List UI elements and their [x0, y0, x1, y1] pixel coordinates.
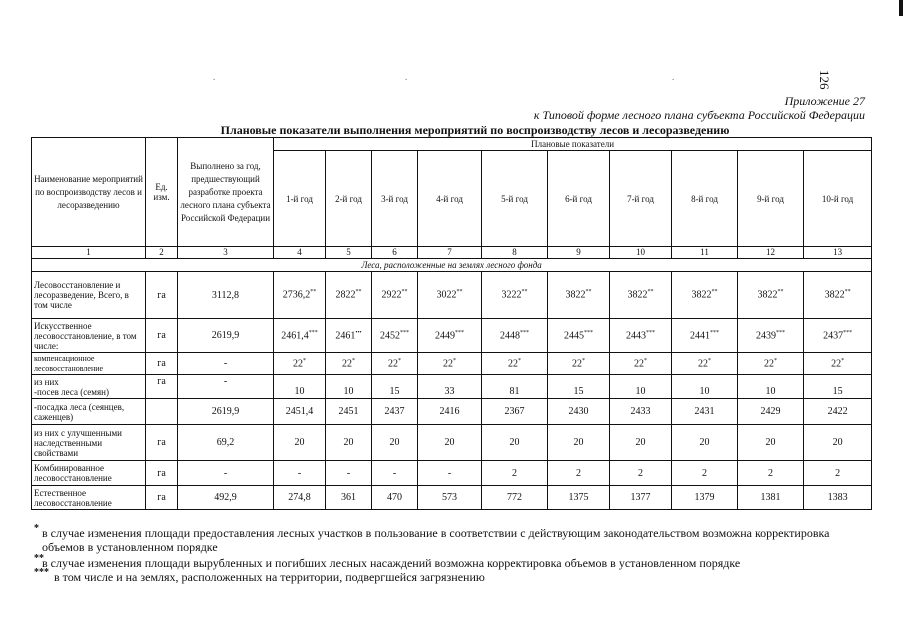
column-number: 1: [32, 247, 146, 259]
year-value-cell: [804, 375, 872, 399]
year-value: 15: [832, 385, 843, 397]
year-value: 3822: [757, 289, 778, 301]
year-value: 2451,4: [285, 406, 314, 417]
year-value: 2461,4: [281, 330, 309, 342]
year-value-cell: [610, 375, 672, 399]
header-year: 1-й год: [274, 151, 326, 247]
year-value-cell: [326, 486, 372, 510]
row-done-value: -: [223, 375, 228, 387]
footnote-mark: *: [34, 523, 39, 534]
year-value: 20: [389, 437, 400, 448]
year-value: 2: [835, 467, 841, 479]
year-value-cell: [548, 425, 610, 461]
column-number: 12: [738, 247, 804, 259]
year-value: 3822: [691, 289, 712, 301]
year-value: 15: [389, 385, 400, 397]
column-number: 5: [326, 247, 372, 259]
year-value: 10: [765, 385, 776, 397]
year-value-cell: [482, 399, 548, 425]
year-value: 2: [768, 467, 773, 479]
year-value: 22: [764, 358, 774, 370]
footnote-ref: •••: [355, 329, 362, 336]
year-value: 2416: [439, 406, 460, 417]
page-number: 126: [817, 70, 832, 90]
footnote-ref: **: [647, 289, 654, 296]
header-year: 4-й год: [418, 151, 482, 247]
footnote: [34, 553, 840, 570]
year-value: 81: [509, 385, 520, 397]
year-value: 22: [698, 358, 708, 370]
year-value-cell: [274, 425, 326, 461]
year-value: 2452: [380, 330, 400, 342]
year-value: 2822: [335, 289, 356, 301]
year-value: 2439: [756, 330, 776, 342]
row-name-line: из них: [34, 376, 59, 387]
footnote-ref: ***: [710, 329, 719, 336]
year-value-cell: [418, 375, 482, 399]
row-unit: га: [146, 319, 178, 353]
year-value: 10: [294, 385, 305, 397]
year-value: 2430: [568, 406, 589, 417]
footnote: [34, 567, 840, 584]
year-value-cell: [482, 319, 548, 353]
year-value: 1383: [827, 492, 848, 503]
year-value: 1381: [760, 492, 781, 503]
year-value-cell: [804, 319, 872, 353]
year-value-cell: [326, 425, 372, 461]
year-value-cell: [672, 425, 738, 461]
year-value: 2445: [564, 330, 584, 342]
year-value-cell: [738, 272, 804, 319]
row-name: компенсационное лесовосстановление: [32, 353, 146, 375]
year-value-cell: [274, 272, 326, 319]
year-value: 3822: [627, 289, 648, 301]
row-done: -: [178, 461, 274, 486]
header-year: 5-й год: [482, 151, 548, 247]
year-value: 20: [765, 437, 776, 448]
column-number: 10: [610, 247, 672, 259]
year-value-cell: [326, 272, 372, 319]
header-name: Наименование мероприятий по воспроизводству лесов и лесоразведению: [32, 138, 146, 247]
year-value-cell: [274, 319, 326, 353]
year-value: -: [346, 467, 351, 479]
row-done: 492,9: [178, 486, 274, 510]
footnote-ref: **: [456, 289, 463, 296]
scan-dot: .: [213, 72, 216, 82]
row-unit: га: [146, 486, 178, 510]
row-name: Естественное лесовосстановление: [32, 486, 146, 510]
year-value-cell: [372, 272, 418, 319]
footnote-ref: *: [398, 357, 401, 364]
year-value-cell: [672, 461, 738, 486]
footnote-ref: **: [585, 289, 592, 296]
footnote-ref: ***: [308, 329, 318, 336]
footnote-ref: **: [401, 289, 408, 296]
footnote-ref: **: [521, 289, 528, 296]
footnote-ref: *: [303, 357, 306, 364]
year-value: 3022: [436, 289, 457, 301]
year-value-cell: [548, 319, 610, 353]
year-value-cell: [274, 399, 326, 425]
year-value: 2922: [381, 289, 402, 301]
year-value: 2437: [384, 406, 405, 417]
year-value-cell: [274, 461, 326, 486]
row-done: 69,2: [178, 425, 274, 461]
column-number: 8: [482, 247, 548, 259]
footnote-ref: **: [777, 289, 784, 296]
year-value-cell: [804, 425, 872, 461]
scan-dot: .: [405, 72, 408, 82]
footnote: [34, 523, 840, 554]
year-value: 22: [508, 358, 518, 370]
year-value: 20: [509, 437, 520, 448]
year-value: 2449: [435, 330, 455, 342]
year-value-cell: [372, 399, 418, 425]
year-value-cell: [482, 425, 548, 461]
year-value-cell: [418, 425, 482, 461]
table-row: [32, 353, 872, 375]
header-year: 6-й год: [548, 151, 610, 247]
footnote-ref: *: [708, 357, 711, 364]
year-value: 2443: [626, 330, 646, 342]
year-value: 2: [512, 467, 517, 479]
year-value-cell: [672, 486, 738, 510]
year-value-cell: [372, 375, 418, 399]
year-value: 361: [341, 492, 356, 503]
year-value: 22: [634, 358, 644, 370]
footnote-ref: ***: [843, 329, 853, 336]
year-value-cell: [548, 353, 610, 375]
year-value: 22: [572, 358, 582, 370]
year-value: 1375: [568, 492, 589, 503]
year-value-cell: [482, 353, 548, 375]
year-value-cell: [326, 375, 372, 399]
footnote-text: в том числе и на землях, расположенных на территории, подвергшейся загрязнению: [54, 570, 485, 584]
year-value-cell: [672, 319, 738, 353]
row-name: Лесовосстановление и лесоразведение, Всего, в том числе: [32, 272, 146, 319]
year-value: 20: [832, 437, 843, 448]
footnote-mark: ***: [34, 567, 49, 578]
year-value-cell: [326, 461, 372, 486]
header-plan: Плановые показатели: [274, 138, 872, 151]
year-value-cell: [738, 319, 804, 353]
year-value-cell: [418, 486, 482, 510]
footnote-ref: ***: [646, 329, 655, 336]
year-value: 1377: [630, 492, 651, 503]
footnote-ref: ***: [776, 329, 785, 336]
year-value: 2451: [338, 406, 359, 417]
column-number: 2: [146, 247, 178, 259]
year-value-cell: [274, 486, 326, 510]
appendix-caption: [534, 94, 865, 122]
year-value-cell: [672, 272, 738, 319]
year-value-cell: [326, 353, 372, 375]
footnote-ref: ***: [455, 329, 464, 336]
year-value-cell: [610, 319, 672, 353]
year-value-cell: [326, 319, 372, 353]
row-name-line: -посев леса (семян): [34, 386, 109, 397]
footnote-text: в случае изменения площади вырубленных и погибших лесных насаждений возможна корректировка объемов в установленном порядке: [42, 556, 741, 570]
year-value-cell: [372, 425, 418, 461]
footnote-ref: *: [841, 357, 845, 364]
year-value-cell: [548, 272, 610, 319]
year-value: 2736,2: [282, 289, 311, 301]
header-year: 3-й год: [372, 151, 418, 247]
year-value: 3822: [565, 289, 586, 301]
header-year: 2-й год: [326, 151, 372, 247]
year-value-cell: [418, 399, 482, 425]
footnote-ref: *: [352, 357, 355, 364]
year-value-cell: [804, 353, 872, 375]
row-unit: га: [146, 353, 178, 375]
year-value: 20: [294, 437, 305, 448]
column-number: 4: [274, 247, 326, 259]
year-value-cell: [482, 486, 548, 510]
year-value: 20: [343, 437, 354, 448]
footnote-ref: **: [355, 289, 362, 296]
row-done: [178, 375, 274, 399]
year-value: 10: [635, 385, 646, 397]
row-done: 3112,8: [178, 272, 274, 319]
year-value: 772: [507, 492, 522, 503]
table-row: [32, 375, 872, 399]
year-value: 2437: [823, 330, 844, 342]
year-value-cell: [372, 461, 418, 486]
row-name: Комбинированное лесовосстановление: [32, 461, 146, 486]
row-unit: га: [146, 425, 178, 461]
year-value-cell: [418, 319, 482, 353]
page-title: Плановые показатели выполнения мероприятий по воспроизводству лесов и лесоразведению: [220, 123, 730, 137]
year-value-cell: [372, 486, 418, 510]
table-row: [32, 272, 872, 319]
year-value: 2433: [630, 406, 651, 417]
year-value-cell: [610, 272, 672, 319]
footnote-ref: **: [310, 289, 317, 296]
year-value-cell: [548, 486, 610, 510]
column-number-row: [32, 247, 872, 259]
year-value-cell: [672, 399, 738, 425]
year-value-cell: [738, 425, 804, 461]
year-value: 20: [573, 437, 584, 448]
year-value: 22: [388, 358, 398, 370]
year-value-cell: [804, 399, 872, 425]
year-value: 274,8: [288, 492, 311, 503]
year-value: 20: [635, 437, 646, 448]
year-value-cell: [610, 486, 672, 510]
row-name: из них с улучшенными наследственными свойствами: [32, 425, 146, 461]
header-unit: Ед. изм.: [146, 138, 178, 247]
year-value: 20: [699, 437, 710, 448]
row-unit-value: га: [157, 375, 166, 387]
year-value: 20: [444, 437, 455, 448]
year-value: 22: [443, 358, 453, 370]
year-value-cell: [804, 486, 872, 510]
column-number: 7: [418, 247, 482, 259]
header-done: Выполнено за год, предшествующий разработке проекта лесного плана субъекта Российской Федерации: [178, 138, 274, 247]
appendix-line-2: к Типовой форме лесного плана субъекта Российской Федерации: [533, 108, 865, 122]
row-name: Искусственное лесовосстановление, в том числе:: [32, 319, 146, 353]
column-number: 6: [372, 247, 418, 259]
row-name: -посадка леса (сеянцев, саженцев): [32, 399, 146, 425]
year-value-cell: [418, 272, 482, 319]
page-edge-mark: [899, 0, 903, 16]
year-value-cell: [372, 319, 418, 353]
year-value-cell: [672, 375, 738, 399]
year-value: 33: [444, 385, 455, 397]
header-year: 10-й год: [804, 151, 872, 247]
table-header: [32, 138, 872, 259]
year-value-cell: [482, 461, 548, 486]
column-number: 13: [804, 247, 872, 259]
row-done: 2619,9: [178, 319, 274, 353]
year-value: 2422: [827, 406, 848, 417]
footnote-ref: *: [644, 357, 647, 364]
footnote-ref: *: [518, 357, 521, 364]
year-value-cell: [738, 486, 804, 510]
year-value-cell: [738, 399, 804, 425]
header-year: 7-й год: [610, 151, 672, 247]
year-value-cell: [548, 399, 610, 425]
year-value: 22: [831, 358, 842, 370]
year-value: 3222: [501, 289, 522, 301]
column-number: 11: [672, 247, 738, 259]
header-year: 8-й год: [672, 151, 738, 247]
year-value-cell: [610, 425, 672, 461]
row-unit: [146, 399, 178, 425]
year-value: 3822: [824, 289, 845, 301]
table-row: [32, 399, 872, 425]
year-value-cell: [482, 272, 548, 319]
footnote-ref: **: [711, 289, 718, 296]
year-value-cell: [610, 353, 672, 375]
year-value: -: [392, 467, 397, 479]
year-value: 2367: [504, 406, 525, 417]
year-value-cell: [482, 375, 548, 399]
column-number: 3: [178, 247, 274, 259]
year-value-cell: [804, 272, 872, 319]
year-value: 10: [343, 385, 354, 397]
year-value-cell: [738, 353, 804, 375]
footnote-ref: ***: [520, 329, 529, 336]
scan-dot: .: [672, 72, 675, 82]
column-number: 9: [548, 247, 610, 259]
year-value: 573: [442, 492, 457, 503]
year-value-cell: [418, 353, 482, 375]
year-value-cell: [274, 375, 326, 399]
footnote-ref: *: [774, 357, 777, 364]
footnote-text: в случае изменения площади предоставления лесных участков в пользование в соответствии с действующим законодательством возможна корректировка объемов в установленном порядке: [42, 526, 830, 554]
footnote-ref: *: [582, 357, 585, 364]
year-value: 2: [702, 467, 707, 479]
year-value: 15: [573, 385, 584, 397]
year-value-cell: [548, 461, 610, 486]
appendix-line-1: Приложение 27: [784, 94, 865, 108]
row-done: -: [178, 353, 274, 375]
year-value: 22: [293, 358, 303, 370]
section-heading: Леса, расположенные на землях лесного фонда: [32, 259, 872, 272]
year-value: 2441: [690, 330, 710, 342]
year-value: 2: [576, 467, 581, 479]
year-value: 10: [699, 385, 710, 397]
table-body: [32, 259, 872, 510]
table-row: [32, 425, 872, 461]
year-value-cell: [738, 375, 804, 399]
year-value-cell: [548, 375, 610, 399]
row-name: [32, 375, 146, 399]
plan-table: [31, 137, 872, 510]
table-row: [32, 486, 872, 510]
year-value: 2448: [500, 330, 520, 342]
year-value: 2431: [694, 406, 715, 417]
year-value: 1379: [694, 492, 715, 503]
row-unit: га: [146, 461, 178, 486]
row-unit: [146, 375, 178, 399]
footnote-ref: ***: [400, 329, 409, 336]
year-value-cell: [418, 461, 482, 486]
year-value: 470: [387, 492, 402, 503]
year-value: 2429: [760, 406, 781, 417]
header-year: 9-й год: [738, 151, 804, 247]
footnote-ref: ***: [584, 329, 593, 336]
year-value-cell: [610, 399, 672, 425]
row-unit: га: [146, 272, 178, 319]
footnote-ref: **: [844, 289, 851, 296]
year-value: 2: [638, 467, 643, 479]
year-value-cell: [804, 461, 872, 486]
year-value: 2461: [335, 330, 356, 342]
year-value-cell: [274, 353, 326, 375]
year-value-cell: [610, 461, 672, 486]
row-done: 2619,9: [178, 399, 274, 425]
year-value-cell: [738, 461, 804, 486]
footnote-mark: **: [34, 553, 44, 564]
table-row: [32, 319, 872, 353]
year-value: -: [297, 467, 302, 479]
year-value: -: [447, 467, 452, 479]
year-value: 22: [342, 358, 352, 370]
table-row: [32, 461, 872, 486]
year-value-cell: [372, 353, 418, 375]
year-value-cell: [326, 399, 372, 425]
year-value-cell: [672, 353, 738, 375]
footnote-ref: *: [453, 357, 456, 364]
footnotes: [34, 523, 840, 584]
